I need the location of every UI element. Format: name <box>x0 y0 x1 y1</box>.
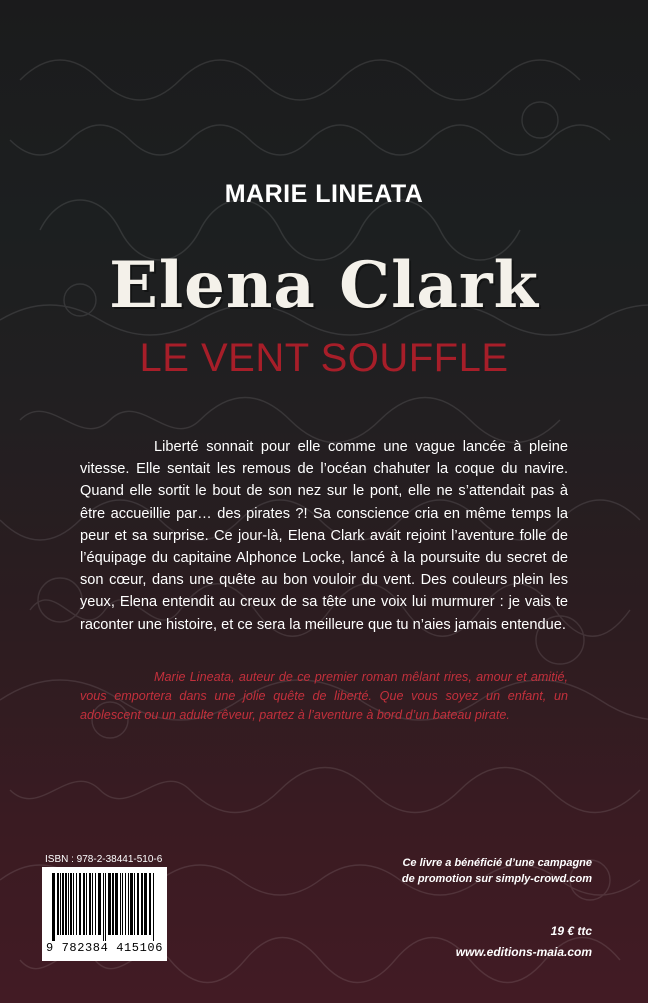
price-label: 19 € ttc <box>550 924 592 938</box>
barcode-bar <box>73 873 74 935</box>
barcode-bar <box>144 873 147 935</box>
barcode-bar <box>134 873 135 935</box>
barcode-bar <box>89 873 91 935</box>
barcode-bar <box>105 873 106 941</box>
barcode-bar <box>76 873 77 935</box>
barcode-bar <box>125 873 126 935</box>
barcode-bar <box>120 873 121 935</box>
barcode-bar <box>79 873 81 935</box>
barcode-bar <box>60 873 61 935</box>
barcode <box>42 867 167 961</box>
barcode-bar <box>128 873 129 935</box>
barcode-bar <box>108 873 111 935</box>
barcode-bar <box>122 873 123 935</box>
campaign-note <box>332 855 592 887</box>
barcode-bar <box>115 873 118 935</box>
back-cover-blurb: Liberté sonnait pour elle comme une vague lancée à pleine vitesse. Elle sentait les remous de l’océan chahuter la coque du navire. Quand elle sortit le bout de son nez sur le pont, elle ne s’attendait pas à être accueillie par… des pirates ?! Sa conscience cria en même temps la peur et sa surprise. Ce jour-là, Elena Clark avait rejoint l’aventure folle de l’équipage du capitaine Alphonce Locke, lancé à la poursuite du secret de son cœur, dans une quête au bon vouloir du vent. Des couleurs plein les yeux, Elena entendit au creux de sa tête une voix lui murmurer : je vais te raconter une histoire, et ce sera la meilleure que tu n’aies jamais entendue. <box>80 439 568 633</box>
campaign-line-1: Ce livre a bénéficié d’une campagne <box>402 857 592 869</box>
barcode-digits: 9 782384 415106 <box>45 941 164 955</box>
barcode-bar <box>130 873 133 935</box>
barcode-bar <box>83 873 85 935</box>
barcode-bar <box>68 873 69 935</box>
barcode-bar <box>70 873 72 935</box>
barcode-bar <box>86 873 87 935</box>
book-title: Elena Clark <box>109 248 539 323</box>
isbn-label: ISBN : 978-2-38441-510-6 <box>45 854 163 865</box>
barcode-bar <box>57 873 59 935</box>
barcode-bar <box>95 873 96 935</box>
barcode-bar <box>62 873 64 935</box>
publisher-website: www.editions-maia.com <box>455 945 592 959</box>
author-promo-text: Marie Lineata, auteur de ce premier roman mêlant rires, amour et amitié, vous emportera dans une jolie quête de liberté. Que vous soyez un enfant, un adolescent ou un adulte rêveur, partez à l’aventure à bord d’un bateau pirate. <box>80 670 568 722</box>
barcode-bar <box>65 873 67 935</box>
campaign-line-2: de promotion sur simply-crowd.com <box>401 873 592 885</box>
barcode-bar <box>149 873 151 935</box>
barcode-bar <box>98 873 101 935</box>
barcode-bar <box>141 873 143 935</box>
barcode-bar <box>52 873 55 941</box>
barcode-bar <box>103 873 104 941</box>
barcode-bars <box>50 873 159 941</box>
barcode-bar <box>153 873 154 941</box>
author-name: MARIE LINEATA <box>224 180 424 208</box>
barcode-bar <box>92 873 93 935</box>
barcode-bar <box>137 873 139 935</box>
barcode-bar <box>112 873 114 935</box>
book-subtitle: LE VENT SOUFFLE <box>139 336 509 380</box>
